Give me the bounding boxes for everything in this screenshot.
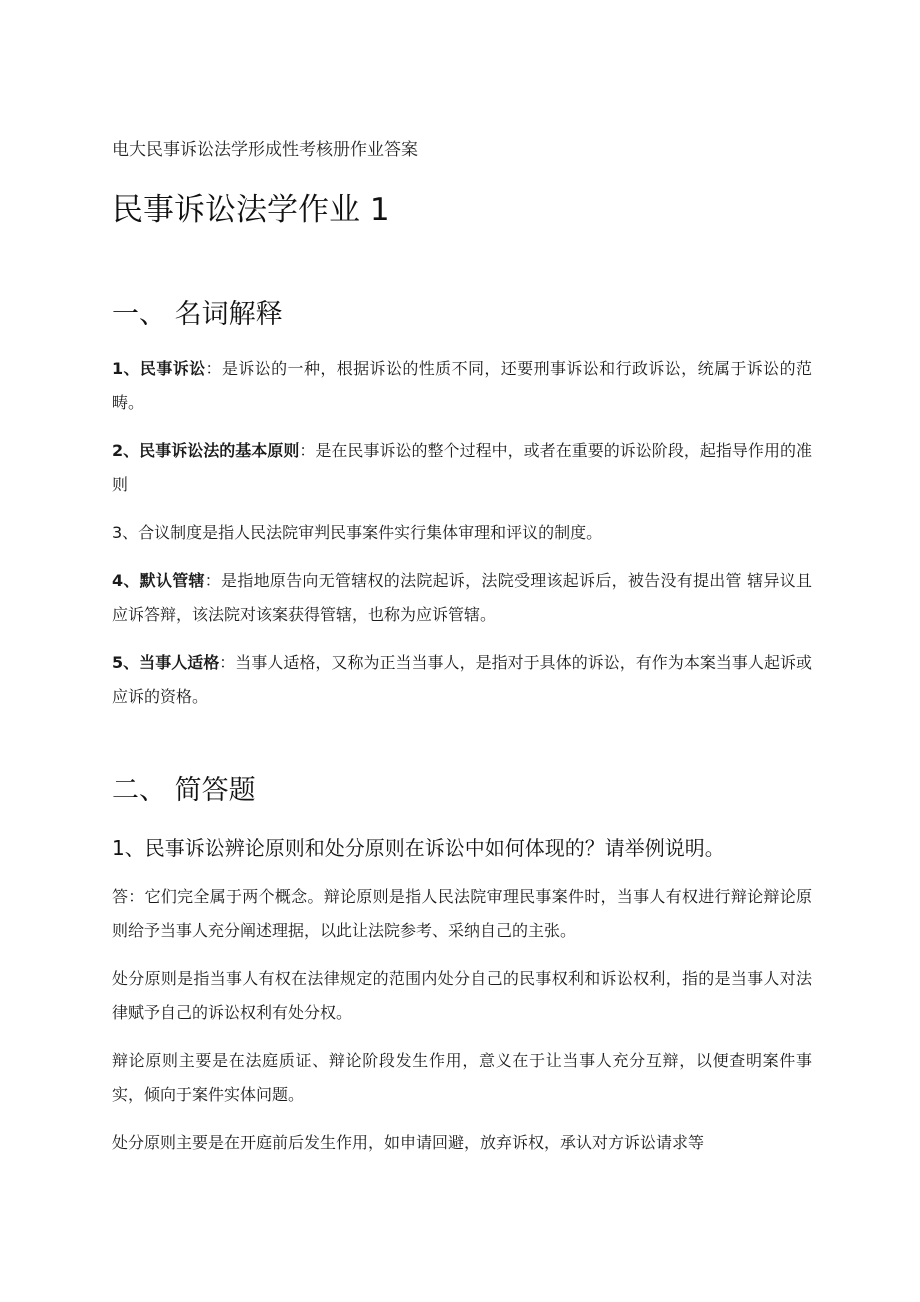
definition-term: 1、民事诉讼 [112, 359, 206, 378]
definition-item [112, 352, 812, 420]
document-title: 电大民事诉讼法学形成性考核册作业答案 [112, 140, 418, 160]
definition-text: ：是指地原告向无管辖权的法院起诉，法院受理该起诉后，被告没有提出管 辖异议且应诉答辩，该法院对该案获得管辖，也称为应诉管辖。 [112, 571, 812, 624]
answer-paragraph: 辩论原则主要是在法庭质证、辩论阶段发生作用，意义在于让当事人充分互辩，以便查明案件事实，倾向于案件实体问题。 [112, 1051, 812, 1104]
assignment-title: 民事诉讼法学作业 1 [112, 192, 390, 228]
answer-paragraph: 答：它们完全属于两个概念。辩论原则是指人民法院审理民事案件时，当事人有权进行辩论辩论原则给予当事人充分阐述理据，以此让法院参考、采纳自己的主张。 [112, 887, 812, 940]
definition-item [112, 646, 812, 714]
definition-text: ：是在民事诉讼的整个过程中，或者在重要的诉讼阶段，起指导作用的准则 [112, 441, 812, 494]
definition-term: 2、民事诉讼法的基本原则 [112, 441, 300, 460]
answer-paragraph: 处分原则主要是在开庭前后发生作用，如申请回避，放弃诉权，承认对方诉讼请求等 [112, 1133, 705, 1152]
heading-short-answer: 二、 简答题 [112, 775, 256, 806]
question-text: 1、民事诉讼辨论原则和处分原则在诉讼中如何体现的？请举例说明。 [112, 836, 725, 860]
answer-paragraph: 处分原则是指当事人有权在法律规定的范围内处分自己的民事权利和诉讼权利，指的是当事人对法律赋予自己的诉讼权利有处分权。 [112, 969, 812, 1022]
definition-term: 4、默认管辖 [112, 571, 205, 590]
definition-term: 5、当事人适格 [112, 653, 220, 672]
definition-text: ：是诉讼的一种，根据诉讼的性质不同，还要刑事诉讼和行政诉讼，统属于诉讼的范畴。 [112, 359, 812, 412]
definition-item [112, 516, 812, 550]
definition-text: ：当事人适格，又称为正当当事人，是指对于具体的诉讼，有作为本案当事人起诉或应诉的资格。 [112, 653, 812, 706]
definition-text: 3、合议制度是指人民法院审判民事案件实行集体审理和评议的制度。 [112, 523, 603, 542]
definition-item [112, 564, 812, 632]
definition-item [112, 434, 812, 502]
heading-term-definitions: 一、 名词解释 [112, 299, 283, 330]
